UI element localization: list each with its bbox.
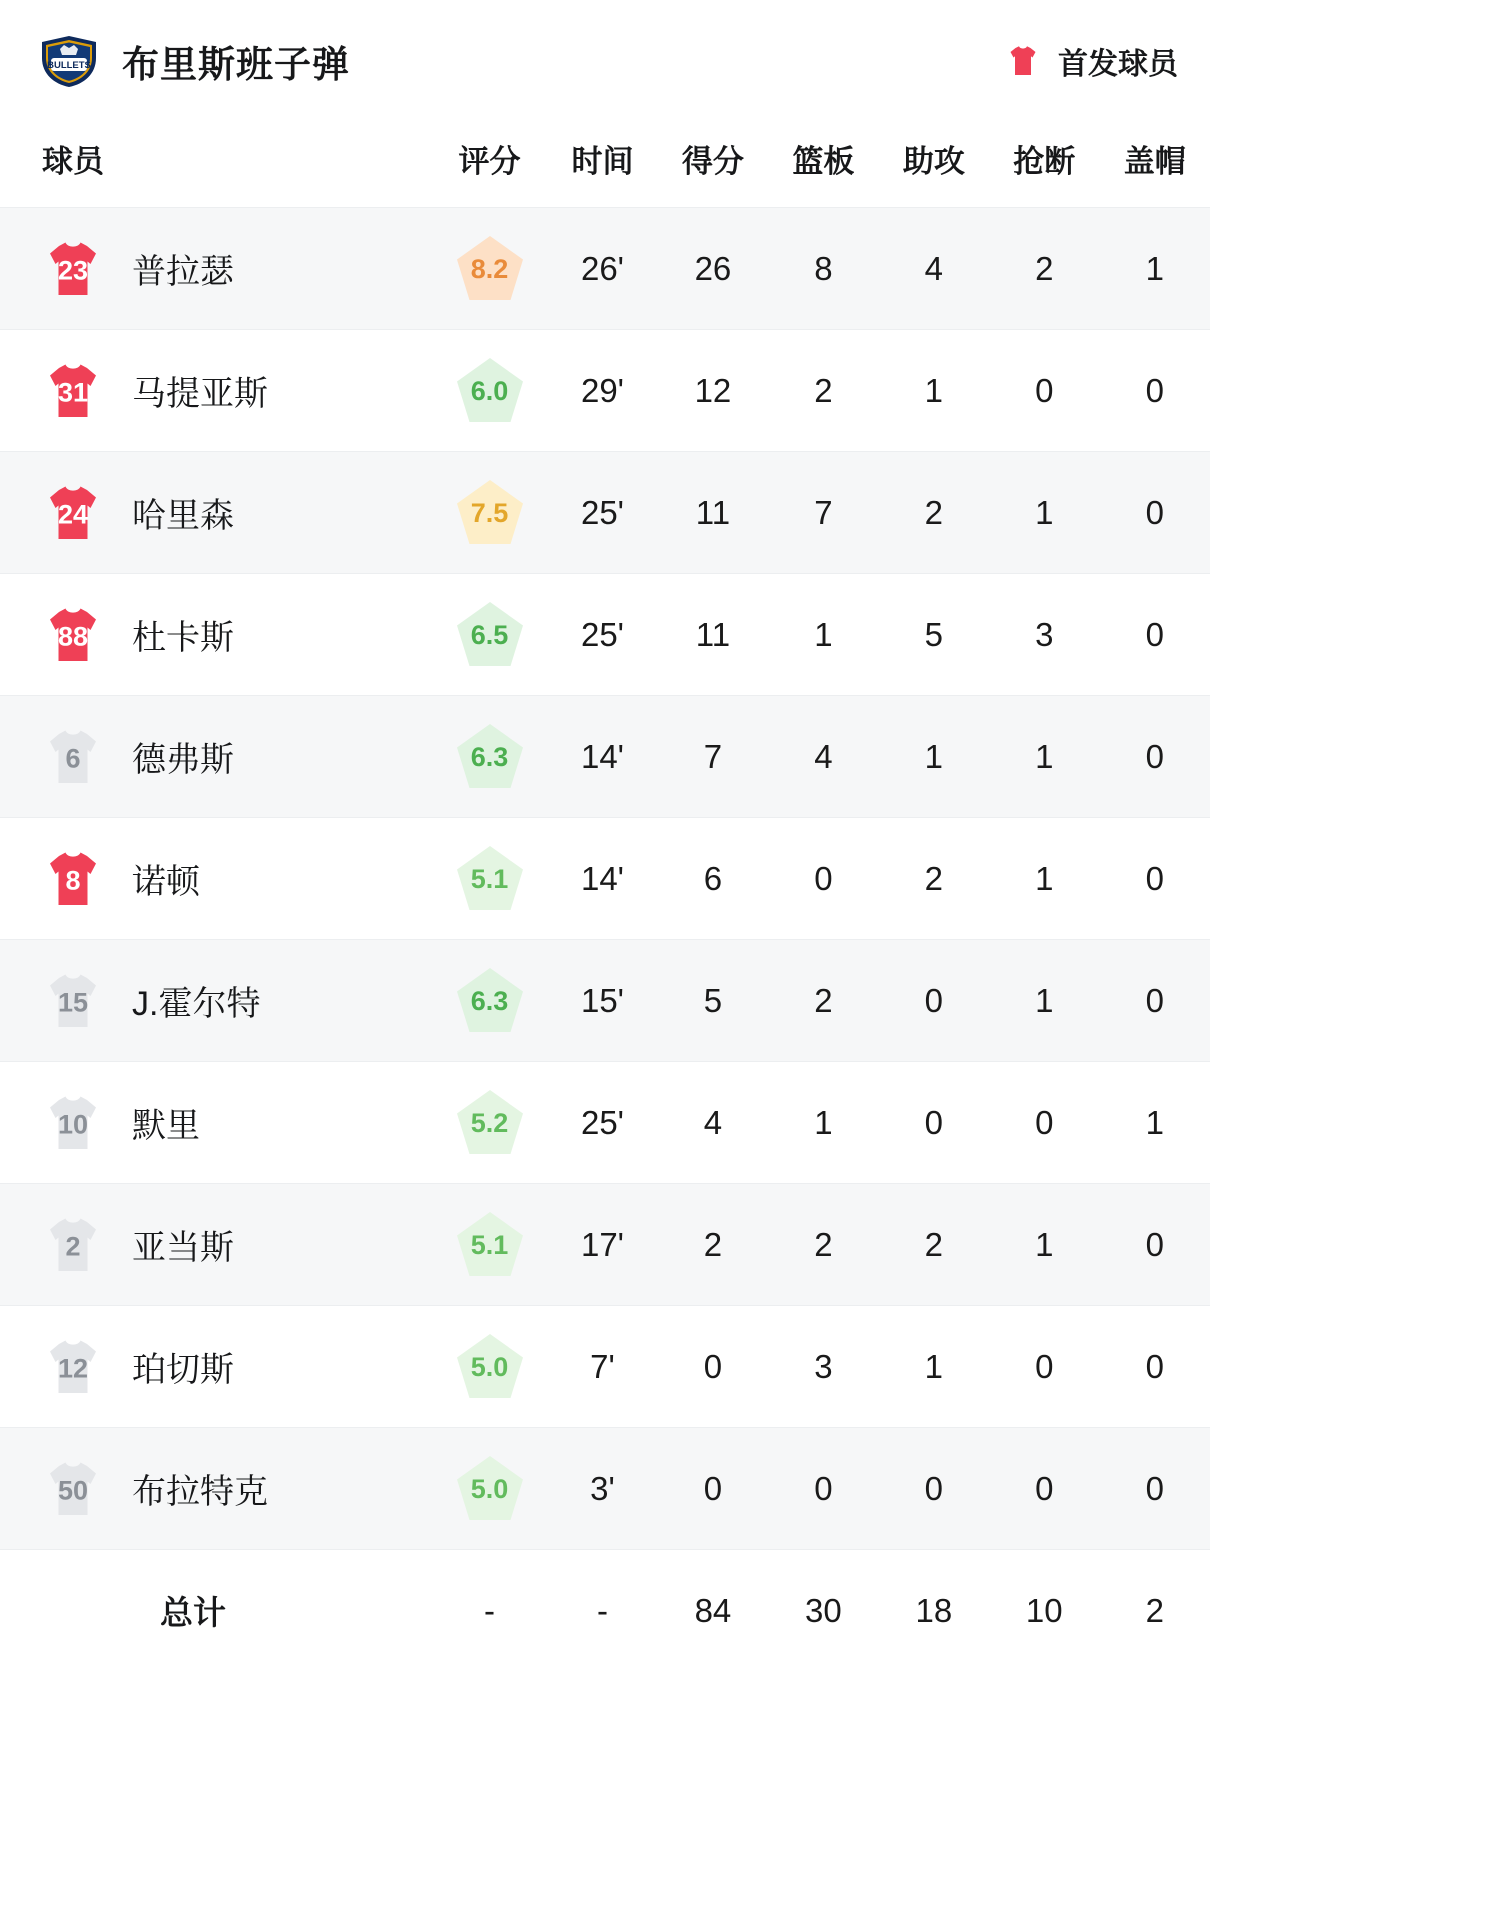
rating-value: 5.1 [470,1229,509,1260]
stat-minutes-played: 25' [547,1062,657,1184]
stat-points: 7 [658,696,768,818]
jersey-icon [42,726,104,788]
table-row[interactable] [0,940,1210,1062]
starter-legend-label: 首发球员 [1058,48,1178,81]
player-name: 珀切斯 [132,1351,234,1389]
stat-assists: 2 [879,1184,989,1306]
stat-rebounds: 0 [768,1428,878,1550]
stat-blocks: 0 [1100,696,1210,818]
stat-assists: 2 [879,818,989,940]
stat-minutes-played: 14' [547,696,657,818]
player-rating [432,574,547,696]
player-cell[interactable] [0,208,432,330]
player-cell[interactable] [0,1062,432,1184]
stat-blocks: 0 [1100,452,1210,574]
player-cell[interactable] [0,1184,432,1306]
column-header-points: 得分 [658,122,768,208]
table-body [0,208,1210,1672]
jersey-icon [42,604,104,666]
jersey-number: 88 [57,621,89,652]
player-cell[interactable] [0,818,432,940]
stat-minutes-played: 25' [547,574,657,696]
player-name: 马提亚斯 [132,375,268,413]
stat-blocks: 0 [1100,330,1210,452]
stat-blocks: 0 [1100,1184,1210,1306]
stat-assists: 5 [879,574,989,696]
stat-assists: 4 [879,208,989,330]
jersey-icon [42,1336,104,1398]
jersey-icon [42,1458,104,1520]
rating-value: 6.5 [470,619,509,650]
table-row[interactable] [0,208,1210,330]
stat-minutes-played: 15' [547,940,657,1062]
rating-badge [454,722,526,792]
stat-minutes-played: 7' [547,1306,657,1428]
player-rating [432,1062,547,1184]
rating-badge [454,844,526,914]
player-rating [432,1184,547,1306]
stat-blocks: 0 [1100,940,1210,1062]
jersey-number: 23 [57,255,89,286]
player-name: 布拉特克 [132,1473,268,1511]
table-row[interactable] [0,574,1210,696]
player-rating [432,330,547,452]
stat-minutes-played: 25' [547,452,657,574]
stat-points: 2 [658,1184,768,1306]
stat-points: 0 [658,1306,768,1428]
jersey-number: 15 [57,987,89,1018]
stat-assists: 1 [879,330,989,452]
stat-assists: 0 [879,1062,989,1184]
rating-value: 8.2 [470,253,509,284]
jersey-icon [42,970,104,1032]
player-name: 杜卡斯 [132,619,234,657]
stat-assists: 1 [879,696,989,818]
player-rating [432,1428,547,1550]
stat-minutes-played: 17' [547,1184,657,1306]
stat-blocks: 0 [1100,818,1210,940]
team-identity [38,34,350,88]
table-row[interactable] [0,452,1210,574]
stat-points: 5 [658,940,768,1062]
player-name: 诺顿 [132,863,200,901]
player-rating [432,1306,547,1428]
stat-rebounds: 2 [768,940,878,1062]
column-header-minutes: 时间 [547,122,657,208]
stat-assists: 0 [879,940,989,1062]
stat-rebounds: 0 [768,818,878,940]
stat-blocks: 1 [1100,208,1210,330]
stat-rebounds: 3 [768,1306,878,1428]
stat-blocks: 0 [1100,574,1210,696]
jersey-number: 6 [65,743,81,774]
jersey-number: 24 [57,499,89,530]
rating-value: 6.3 [470,741,509,772]
player-rating [432,452,547,574]
player-cell[interactable] [0,696,432,818]
stat-rebounds: 1 [768,1062,878,1184]
rating-value: 6.3 [470,985,509,1016]
stat-steals: 1 [989,696,1099,818]
column-header-assists: 助攻 [879,122,989,208]
stat-steals: 1 [989,940,1099,1062]
stat-points: 0 [658,1428,768,1550]
player-cell[interactable] [0,330,432,452]
stat-rebounds: 2 [768,330,878,452]
rating-value: 5.1 [470,863,509,894]
stat-rebounds: 2 [768,1184,878,1306]
svg-text:BULLETS: BULLETS [47,60,91,72]
player-name: J.霍尔特 [132,985,261,1023]
jersey-icon [42,482,104,544]
table-row[interactable] [0,1306,1210,1428]
jersey-icon [1006,44,1040,78]
starter-legend [1006,39,1192,83]
table-row[interactable] [0,1062,1210,1184]
column-header-player: 球员 [0,122,432,208]
jersey-icon [42,238,104,300]
totals-row [0,1550,1210,1672]
stat-rebounds: 7 [768,452,878,574]
stat-points: 12 [658,330,768,452]
player-rating [432,696,547,818]
table-header-row [0,122,1210,208]
stat-points: 11 [658,574,768,696]
player-cell[interactable] [0,574,432,696]
rating-badge [454,356,526,426]
table-row[interactable] [0,1428,1210,1550]
jersey-number: 50 [57,1475,89,1506]
jersey-icon [42,848,104,910]
table-row[interactable] [0,818,1210,940]
player-cell[interactable] [0,940,432,1062]
column-header-steals: 抢断 [989,122,1099,208]
rating-badge [454,234,526,304]
stat-assists: 1 [879,1306,989,1428]
stat-points: 6 [658,818,768,940]
jersey-number: 8 [65,865,81,896]
team-header [0,0,1210,122]
stat-steals: 2 [989,208,1099,330]
stat-assists: 0 [879,1428,989,1550]
stat-minutes-played: 3' [547,1428,657,1550]
rating-badge [454,478,526,548]
column-header-blocks: 盖帽 [1100,122,1210,208]
table-row[interactable] [0,1184,1210,1306]
total-points: 84 [658,1550,768,1672]
stat-blocks: 0 [1100,1306,1210,1428]
stat-rebounds: 4 [768,696,878,818]
rating-badge [454,966,526,1036]
rating-badge [454,600,526,670]
player-name: 默里 [132,1107,200,1145]
rating-value: 6.0 [470,375,509,406]
player-rating [432,940,547,1062]
player-rating [432,818,547,940]
stat-steals: 0 [989,1306,1099,1428]
rating-badge [454,1088,526,1158]
stat-steals: 1 [989,452,1099,574]
stat-rebounds: 8 [768,208,878,330]
total-assists: 18 [879,1550,989,1672]
rating-badge [454,1454,526,1524]
player-name: 普拉瑟 [132,253,234,291]
stat-minutes-played: 26' [547,208,657,330]
total-rating: - [432,1550,547,1672]
jersey-number: 2 [65,1231,81,1262]
rating-badge [454,1210,526,1280]
column-header-rebounds: 篮板 [768,122,878,208]
team-logo-icon [38,34,100,88]
player-name: 亚当斯 [132,1229,234,1267]
jersey-icon [42,360,104,422]
stat-minutes-played: 14' [547,818,657,940]
jersey-icon [42,1214,104,1276]
table-row[interactable] [0,696,1210,818]
table-row[interactable] [0,330,1210,452]
player-name: 德弗斯 [132,741,234,779]
stat-steals: 0 [989,330,1099,452]
jersey-number: 31 [57,377,89,408]
total-minutes: - [547,1550,657,1672]
player-cell[interactable] [0,1306,432,1428]
stat-steals: 1 [989,1184,1099,1306]
totals-label: 总计 [0,1550,432,1672]
total-blocks: 2 [1100,1550,1210,1672]
total-steals: 10 [989,1550,1099,1672]
stat-steals: 0 [989,1428,1099,1550]
player-rating [432,208,547,330]
rating-value: 7.5 [470,497,509,528]
stat-steals: 1 [989,818,1099,940]
stat-blocks: 1 [1100,1062,1210,1184]
team-name: 布里斯班子弹 [122,44,350,85]
rating-value: 5.0 [470,1351,509,1382]
player-cell[interactable] [0,1428,432,1550]
stat-points: 4 [658,1062,768,1184]
total-rebounds: 30 [768,1550,878,1672]
player-stats-table [0,122,1210,1672]
jersey-number: 10 [57,1109,89,1140]
stat-points: 11 [658,452,768,574]
stat-minutes-played: 29' [547,330,657,452]
rating-badge [454,1332,526,1402]
stat-points: 26 [658,208,768,330]
rating-value: 5.0 [470,1473,509,1504]
player-cell[interactable] [0,452,432,574]
jersey-icon [42,1092,104,1154]
jersey-number: 12 [57,1353,89,1384]
stat-assists: 2 [879,452,989,574]
column-header-rating: 评分 [432,122,547,208]
stat-steals: 3 [989,574,1099,696]
stat-steals: 0 [989,1062,1099,1184]
stat-rebounds: 1 [768,574,878,696]
rating-value: 5.2 [470,1107,509,1138]
player-name: 哈里森 [132,497,234,535]
stat-blocks: 0 [1100,1428,1210,1550]
